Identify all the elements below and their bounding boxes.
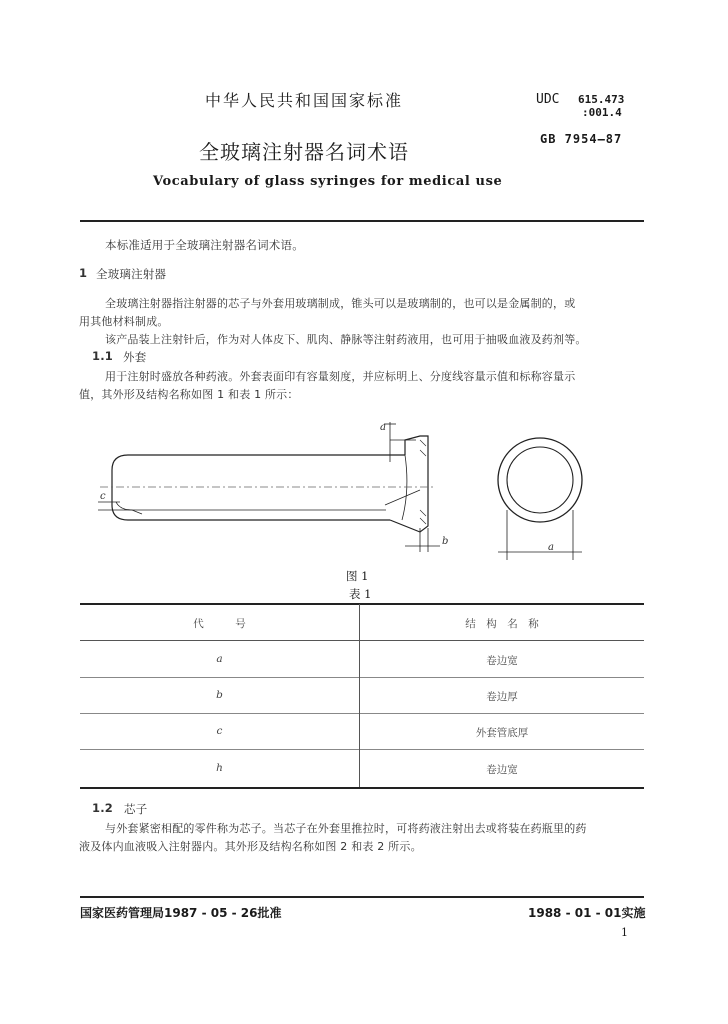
- table-row-rule-3: [80, 749, 644, 750]
- section-1-2-para-cont: 液及体内血液吸入注射器内。其外形及结构名称如图 2 和表 2 所示。: [79, 840, 422, 853]
- label-a-top: a: [380, 422, 386, 433]
- udc-label: UDC: [536, 92, 560, 107]
- figure-1-caption: 图 1: [346, 569, 369, 583]
- section-1-2-para: 与外套紧密相配的零件称为芯子。当芯子在外套里推拉时，可将药液注射出去或将装在药瓶里的药: [105, 822, 587, 835]
- national-standard-title: 中华人民共和国国家标准: [205, 91, 404, 110]
- figure-1-drawing: [90, 410, 610, 570]
- label-b: b: [442, 536, 449, 547]
- table-row-code: h: [216, 762, 223, 774]
- table-row-code: b: [216, 689, 223, 701]
- section-1-heading: 全玻璃注射器: [96, 267, 167, 281]
- section-1-para-1-cont: 用其他材料制成。: [79, 315, 169, 328]
- label-c: c: [100, 491, 106, 502]
- table-row-rule-1: [80, 677, 644, 678]
- document-title-zh: 全玻璃注射器名词术语: [199, 140, 409, 164]
- table-header-code: 代 号: [193, 618, 246, 630]
- table-header-rule: [80, 640, 644, 641]
- section-1-number: 1: [79, 266, 88, 280]
- approval-date: 国家医药管理局1987 - 05 - 26批准: [80, 906, 282, 920]
- effective-date: 1988 - 01 - 01实施: [528, 906, 646, 920]
- section-1-1-para: 用于注射时盛放各种药液。外套表面印有容量刻度，并应标明上、分度线容量示值和标称容量示: [105, 370, 576, 383]
- table-row-name: 外套管底厚: [475, 727, 529, 739]
- section-1-1-para-cont: 值，其外形及结构名称如图 1 和表 1 所示：: [79, 388, 299, 401]
- table-row-rule-2: [80, 713, 644, 714]
- header-divider: [80, 220, 644, 222]
- page-number: 1: [621, 926, 628, 939]
- gb-code: GB 7954—87: [540, 132, 623, 146]
- end-view-outer: [498, 438, 582, 522]
- table-row-code: a: [216, 653, 223, 665]
- document-title-en: Vocabulary of glass syringes for medical use: [153, 174, 503, 189]
- table-top-rule: [80, 603, 644, 605]
- footer-divider: [80, 896, 644, 898]
- table-row-name: 卷边宽: [486, 764, 518, 776]
- intro-paragraph: 本标准适用于全玻璃注射器名词术语。: [105, 238, 304, 252]
- udc-subcode: :001.4: [582, 106, 622, 119]
- table-bottom-rule: [80, 787, 644, 789]
- section-1-1-number: 1.1: [92, 349, 113, 363]
- table-row-name: 卷边厚: [486, 691, 518, 703]
- table-header-name: 结 构 名 称: [465, 618, 539, 630]
- table-row-name: 卷边宽: [486, 655, 518, 667]
- table-row-code: c: [216, 725, 223, 737]
- udc-code: 615.473: [578, 93, 625, 106]
- label-a-end-view: a: [548, 542, 554, 553]
- section-1-2-number: 1.2: [92, 801, 113, 815]
- flange: [390, 436, 428, 532]
- flange-taper: [385, 490, 420, 505]
- flange-inner: [402, 455, 407, 520]
- section-1-para-2: 该产品装上注射针后，作为对人体皮下、肌肉、静脉等注射药液用，也可用于抽吸血液及药剂等。: [105, 333, 587, 346]
- section-1-2-heading: 芯子: [124, 802, 148, 816]
- table-1-caption: 表 1: [349, 587, 372, 601]
- section-1-1-heading: 外套: [123, 350, 147, 364]
- bottom-curl: [116, 502, 142, 514]
- section-1-para-1: 全玻璃注射器指注射器的芯子与外套用玻璃制成，锥头可以是玻璃制的，也可以是金属制的，或: [105, 297, 576, 310]
- end-view-inner: [507, 447, 573, 513]
